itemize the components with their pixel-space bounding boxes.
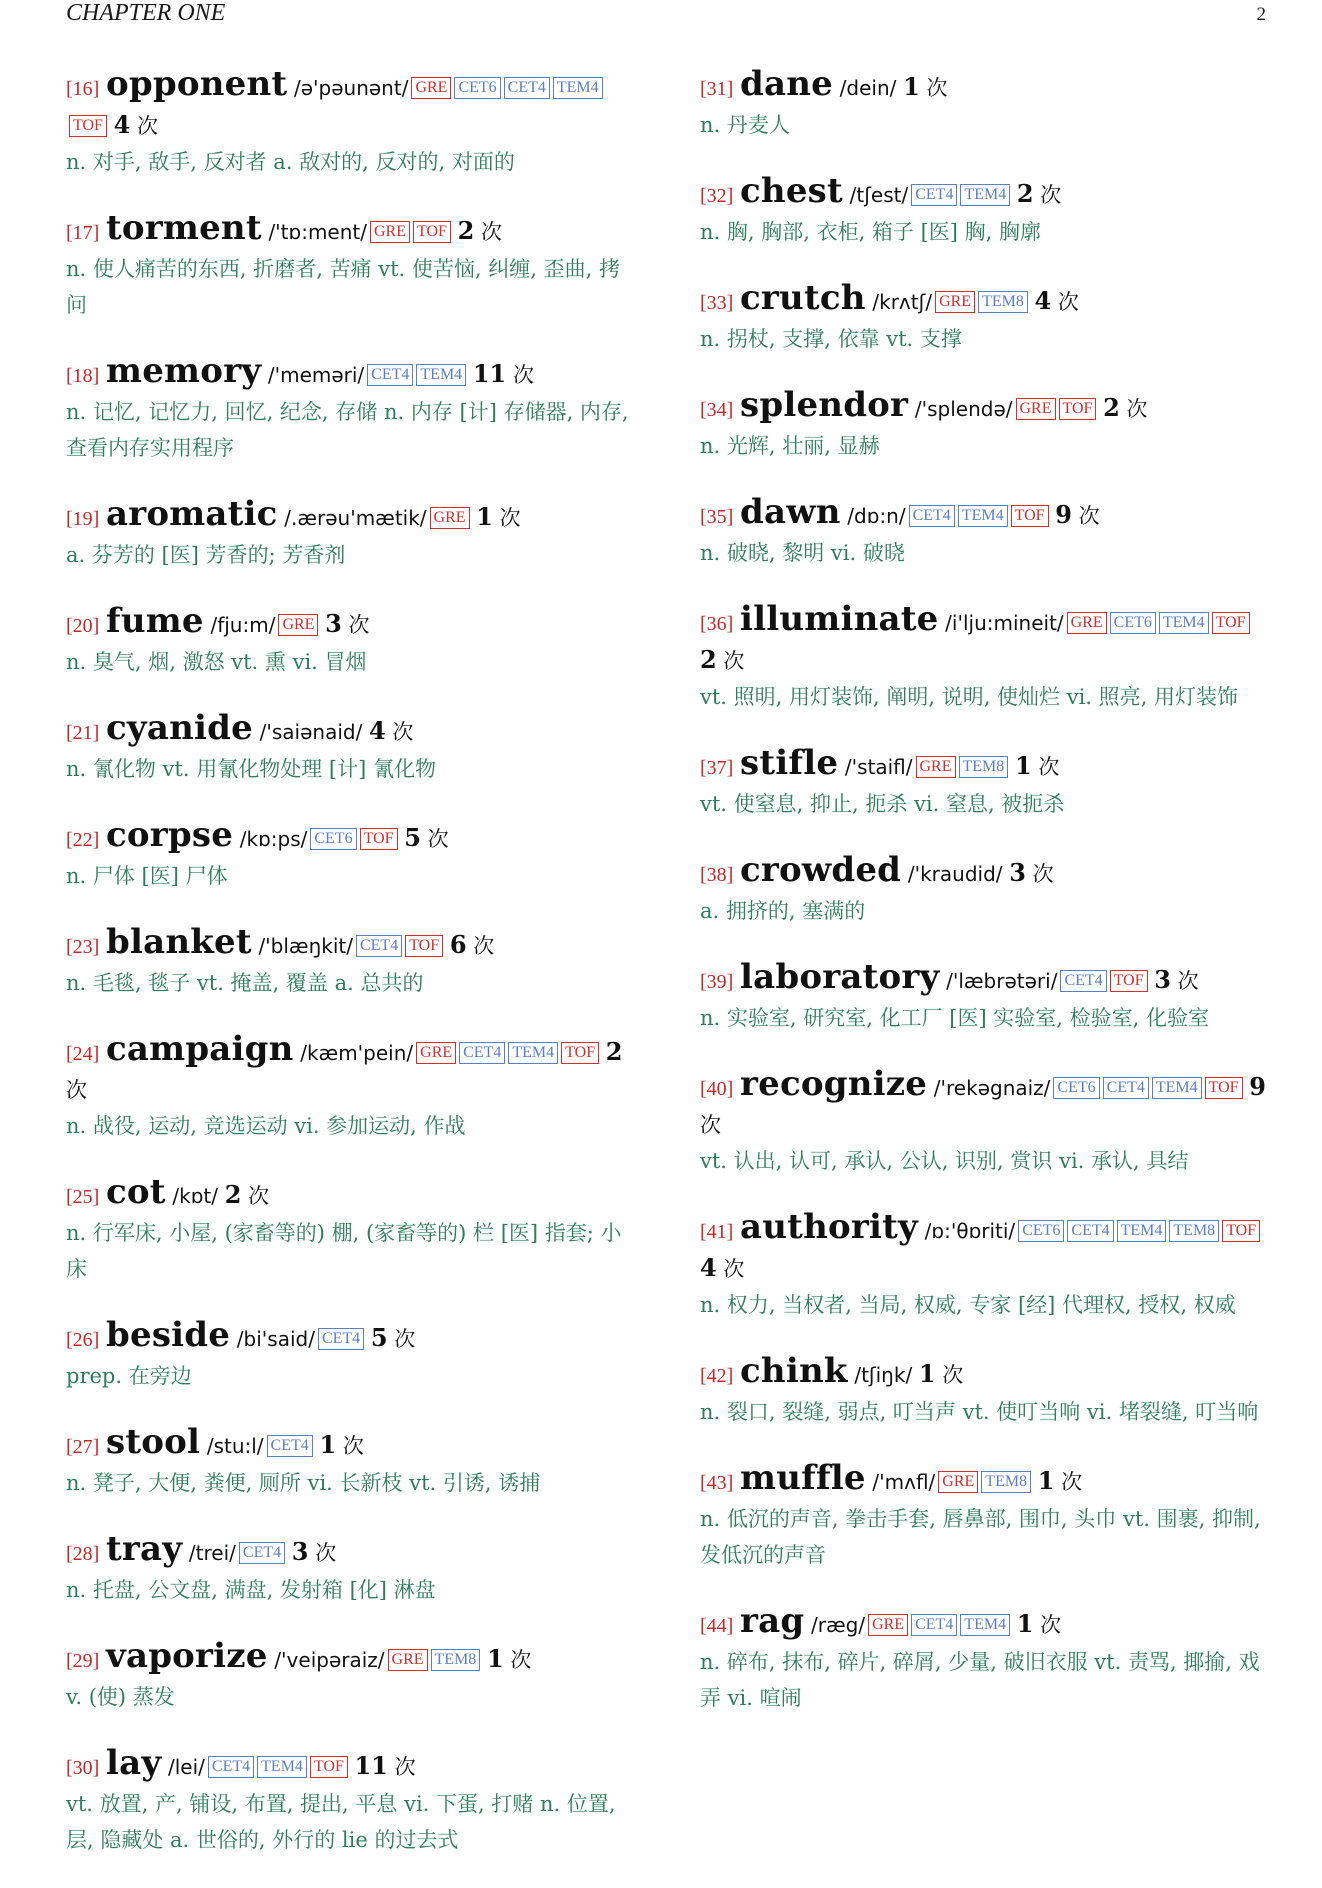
definition: n. 低沉的声音, 拳击手套, 唇鼻部, 围巾, 头巾 vt. 围裹, 抑制, 发低沉的声音 [700,1507,1261,1567]
entry-headline [66,1424,636,1465]
entry-headline [66,496,636,537]
frequency-count: 1 [918,1359,936,1388]
vocab-entry [700,959,1270,1036]
vocab-entry [66,66,636,180]
entry-number: [28] [66,1543,100,1565]
entry-number: [29] [66,1650,100,1672]
definition: v. (使) 蒸发 [66,1685,175,1709]
vocab-entry [66,924,636,1001]
entry-headline [700,1353,1270,1394]
exam-tag: TOF [1222,1220,1260,1242]
entry-headline [700,601,1270,679]
headword: campaign [106,1029,294,1069]
frequency-unit: 次 [723,649,745,673]
definition: prep. 在旁边 [66,1364,192,1388]
entry-number: [26] [66,1329,100,1351]
frequency-count: 2 [224,1180,242,1209]
phonetic: /stu:l/ [206,1434,264,1458]
headword: blanket [106,922,252,962]
entry-number: [42] [700,1365,734,1387]
vocab-entry [700,494,1270,571]
phonetic: /'kraudid/ [907,862,1003,886]
definition: n. 实验室, 研究室, 化工厂 [医] 实验室, 检验室, 化验室 [700,1006,1210,1030]
entry-headline [66,66,636,144]
exam-tag: CET4 [1067,1220,1113,1242]
frequency-count: 2 [457,216,475,245]
entry-number: [21] [66,722,100,744]
phonetic: /kɒt/ [172,1184,218,1208]
exam-tag: TEM4 [960,1614,1010,1636]
entry-headline [700,1209,1270,1287]
headword: dawn [740,492,841,532]
definition: vt. 照明, 用灯装饰, 阐明, 说明, 使灿烂 vi. 照亮, 用灯装饰 [700,685,1239,709]
exam-tag: GRE [388,1649,428,1671]
frequency-count: 9 [1249,1072,1266,1101]
definition: n. 氰化物 vt. 用氰化物处理 [计] 氰化物 [66,757,436,781]
frequency-count: 1 [903,72,920,101]
frequency-unit: 次 [1032,862,1054,886]
entry-headline [66,353,636,394]
definition: n. 胸, 胸部, 衣柜, 箱子 [医] 胸, 胸廓 [700,220,1042,244]
entry-number: [25] [66,1186,100,1208]
frequency-count: 2 [1016,179,1034,208]
frequency-count: 2 [1103,393,1120,422]
exam-tag: CET4 [504,77,550,99]
entry-number: [44] [700,1615,734,1637]
vocab-entry [700,745,1270,822]
exam-tag: TEM4 [1152,1077,1202,1099]
frequency-count: 3 [291,1537,309,1566]
vocab-entry [66,1317,636,1394]
exam-tag: TOF [310,1756,348,1778]
frequency-unit: 次 [1057,290,1079,314]
frequency-count: 2 [605,1037,623,1066]
exam-tag: CET4 [1103,1077,1149,1099]
headword: cyanide [106,708,253,748]
entry-number: [30] [66,1757,100,1779]
frequency-count: 4 [1034,286,1052,315]
entry-headline [66,817,636,858]
phonetic: /'saiənaid/ [259,720,363,744]
phonetic: /lei/ [168,1755,205,1779]
exam-tag: GRE [938,1471,978,1493]
phonetic: /kɒ:ps/ [239,827,308,851]
phonetic: /'læbrətəri/ [946,969,1058,993]
frequency-unit: 次 [481,220,503,244]
headword: beside [106,1315,231,1355]
entry-headline [66,924,636,965]
exam-tag: CET4 [267,1435,313,1457]
frequency-unit: 次 [342,1434,364,1458]
headword: torment [106,208,262,248]
vocab-entry [700,1209,1270,1323]
vocab-entry [700,601,1270,715]
definition: n. 记忆, 记忆力, 回忆, 纪念, 存储 n. 内存 [计] 存储器, 内存, 查看内存实用程序 [66,400,629,460]
headword: chink [740,1351,848,1391]
exam-tag: GRE [411,77,451,99]
phonetic: /tʃiŋk/ [854,1363,913,1387]
headword: crowded [740,850,902,890]
exam-tag: CET4 [911,184,957,206]
frequency-unit: 次 [1040,1613,1062,1637]
vocab-entry [66,1031,636,1144]
definition: n. 光辉, 壮丽, 显赫 [700,434,880,458]
exam-tag: TEM4 [508,1042,558,1064]
headword: crutch [740,278,866,318]
entry-headline [66,1031,636,1108]
exam-tag: TEM8 [978,291,1028,313]
frequency-count: 6 [449,930,467,959]
frequency-unit: 次 [1040,183,1062,207]
definition: n. 毛毯, 毯子 vt. 掩盖, 覆盖 a. 总共的 [66,971,424,995]
headword: corpse [106,815,234,855]
phonetic: /krʌtʃ/ [872,290,933,314]
vocab-entry [66,496,636,573]
entry-headline [700,1603,1270,1644]
frequency-unit: 次 [315,1541,337,1565]
exam-tag: TEM4 [1117,1220,1167,1242]
headword: lay [106,1743,162,1783]
exam-tag: TEM4 [257,1756,307,1778]
entry-headline [66,603,636,644]
definition: n. 裂口, 裂缝, 弱点, 叮当声 vt. 使叮当响 vi. 堵裂缝, 叮当响 [700,1400,1259,1424]
phonetic: /'staifl/ [844,755,913,779]
entry-number: [36] [700,613,734,635]
frequency-count: 1 [319,1430,337,1459]
phonetic: /'blæŋkit/ [258,934,353,958]
exam-tag: CET6 [1018,1220,1064,1242]
phonetic: /.ærəu'mætik/ [284,506,427,530]
exam-tag: TOF [1205,1077,1243,1099]
exam-tag: TOF [360,828,398,850]
definition: n. 丹麦人 [700,113,790,137]
frequency-count: 3 [1154,965,1171,994]
entry-headline [66,710,636,751]
exam-tag: TOF [1212,612,1250,634]
headword: laboratory [740,957,940,997]
right-column [700,66,1270,1888]
frequency-unit: 次 [942,1363,964,1387]
exam-tag: CET6 [454,77,500,99]
frequency-count: 1 [1037,1466,1055,1495]
page-header [66,0,1266,30]
exam-tag: TOF [413,221,451,243]
definition: n. 尸体 [医] 尸体 [66,864,228,888]
frequency-unit: 次 [348,613,370,637]
headword: chest [740,171,843,211]
exam-tag: GRE [370,221,410,243]
entry-headline [66,210,636,251]
definition: vt. 使窒息, 抑止, 扼杀 vi. 窒息, 被扼杀 [700,792,1065,816]
vocab-entry [700,1603,1270,1716]
vocab-entry [700,1353,1270,1430]
frequency-unit: 次 [473,934,495,958]
headword: memory [106,351,262,391]
headword: muffle [740,1458,866,1498]
exam-tag: TEM4 [553,77,603,99]
vocab-entry [700,173,1270,250]
headword: recognize [740,1064,928,1104]
frequency-unit: 次 [499,506,521,530]
phonetic: /dɒ:n/ [847,504,906,528]
exam-tag: TEM8 [1169,1220,1219,1242]
definition: n. 使人痛苦的东西, 折磨者, 苦痛 vt. 使苦恼, 纠缠, 歪曲, 拷问 [66,257,620,317]
entry-number: [40] [700,1078,734,1100]
exam-tag: TEM4 [958,505,1008,527]
headword: aromatic [106,494,278,534]
definition: a. 芬芳的 [医] 芳香的; 芳香剂 [66,543,346,567]
exam-tag: TEM4 [1159,612,1209,634]
phonetic: /'splendə/ [914,397,1013,421]
phonetic: /ræg/ [811,1613,866,1637]
exam-tag: CET6 [310,828,356,850]
exam-tag: CET4 [459,1042,505,1064]
entry-headline [700,173,1270,214]
entry-number: [43] [700,1472,734,1494]
vocab-entry [700,66,1270,143]
entry-number: [38] [700,864,734,886]
phonetic: /'veipəraiz/ [274,1648,385,1672]
vocab-entry [66,710,636,787]
frequency-count: 11 [354,1751,388,1780]
vocab-entry [66,817,636,894]
vocab-entry [66,1424,636,1501]
phonetic: /'mʌfl/ [872,1470,936,1494]
exam-tag: CET6 [1110,612,1156,634]
headword: vaporize [106,1636,268,1676]
phonetic: /kæm'pein/ [300,1041,414,1065]
frequency-count: 3 [325,609,342,638]
exam-tag: CET4 [909,505,955,527]
definition: n. 碎布, 抹布, 碎片, 碎屑, 少量, 破旧衣服 vt. 责骂, 揶揄, 戏弄 vi. 喧闹 [700,1650,1260,1710]
entry-headline [700,852,1270,893]
entry-number: [20] [66,615,100,637]
entry-number: [35] [700,506,734,528]
frequency-count: 1 [1014,751,1032,780]
headword: illuminate [740,599,939,639]
definition: vt. 认出, 认可, 承认, 公认, 识别, 赏识 vi. 承认, 具结 [700,1149,1189,1173]
entry-number: [19] [66,508,100,530]
vocab-entry [66,353,636,466]
entry-number: [18] [66,365,100,387]
phonetic: /fju:m/ [210,613,276,637]
phonetic: /dein/ [839,76,897,100]
definition: n. 托盘, 公文盘, 满盘, 发射箱 [化] 淋盘 [66,1578,436,1602]
entry-headline [700,66,1270,107]
vocab-entry [66,603,636,680]
definition: n. 臭气, 烟, 激怒 vt. 熏 vi. 冒烟 [66,650,367,674]
entry-number: [16] [66,78,100,100]
entry-number: [32] [700,185,734,207]
frequency-unit: 次 [1126,397,1148,421]
vocab-entry [700,280,1270,357]
entry-headline [66,1174,636,1215]
phonetic: /tʃest/ [849,183,909,207]
entry-headline [66,1745,636,1786]
frequency-unit: 次 [1078,504,1100,528]
frequency-count: 1 [1016,1609,1034,1638]
headword: rag [740,1601,805,1641]
frequency-count: 11 [472,359,507,388]
entry-number: [31] [700,78,734,100]
exam-tag: TEM8 [431,1649,481,1671]
phonetic: /'rekəgnaiz/ [933,1076,1051,1100]
phonetic: /bi'said/ [236,1327,315,1351]
frequency-unit: 次 [66,1078,87,1102]
frequency-unit: 次 [394,1327,416,1351]
definition: a. 拥挤的, 塞满的 [700,899,866,923]
exam-tag: GRE [868,1614,908,1636]
definition: n. 对手, 敌手, 反对者 a. 敌对的, 反对的, 对面的 [66,150,515,174]
exam-tag: TOF [1011,505,1049,527]
exam-tag: CET4 [911,1614,957,1636]
exam-tag: CET4 [356,935,402,957]
entry-columns [66,66,1270,1888]
phonetic: /'tɒ:ment/ [268,220,367,244]
vocab-entry [66,1638,636,1715]
vocab-entry [700,852,1270,929]
exam-tag: TEM8 [959,756,1009,778]
frequency-count: 5 [404,823,421,852]
entry-headline [700,387,1270,428]
frequency-count: 3 [1009,858,1026,887]
exam-tag: TEM4 [416,364,466,386]
frequency-count: 4 [369,716,386,745]
frequency-unit: 次 [137,114,159,138]
frequency-unit: 次 [394,1755,416,1779]
vocab-entry [700,1460,1270,1573]
entry-number: [33] [700,292,734,314]
vocab-entry [700,387,1270,464]
exam-tag: TEM8 [981,1471,1031,1493]
frequency-count: 4 [700,1253,717,1282]
frequency-unit: 次 [1177,969,1199,993]
entry-number: [39] [700,971,734,993]
vocab-entry [66,1531,636,1608]
entry-number: [17] [66,222,100,244]
entry-headline [700,1460,1270,1501]
entry-headline [700,494,1270,535]
exam-tag: GRE [1067,612,1107,634]
frequency-unit: 次 [1061,1470,1083,1494]
headword: tray [106,1529,183,1569]
exam-tag: GRE [916,756,956,778]
entry-number: [34] [700,399,734,421]
frequency-count: 1 [487,1644,504,1673]
exam-tag: TOF [1059,398,1097,420]
phonetic: /ɒ:'θɒriti/ [924,1219,1016,1243]
exam-tag: CET4 [208,1756,254,1778]
frequency-count: 5 [370,1323,388,1352]
vocab-entry [66,1174,636,1287]
vocab-entry [66,1745,636,1858]
frequency-unit: 次 [926,76,948,100]
phonetic: /ə'pəunənt/ [293,76,409,100]
headword: stool [106,1422,201,1462]
left-column [66,66,636,1888]
definition: n. 凳子, 大便, 粪便, 厕所 vi. 长新枝 vt. 引诱, 诱捕 [66,1471,541,1495]
entry-headline [66,1638,636,1679]
exam-tag: CET4 [367,364,413,386]
exam-tag: GRE [935,291,975,313]
exam-tag: TEM4 [960,184,1010,206]
exam-tag: GRE [430,507,470,529]
exam-tag: CET4 [1060,970,1106,992]
exam-tag: GRE [416,1042,456,1064]
definition: n. 行军床, 小屋, (家畜等的) 棚, (家畜等的) 栏 [医] 指套; 小床 [66,1221,622,1281]
page-number: 2 [1256,4,1266,25]
frequency-count: 1 [476,502,493,531]
entry-headline [700,1066,1270,1143]
exam-tag: GRE [278,614,318,636]
entry-headline [66,1531,636,1572]
exam-tag: GRE [1016,398,1056,420]
frequency-unit: 次 [510,1648,532,1672]
frequency-unit: 次 [392,720,414,744]
exam-tag: TOF [405,935,443,957]
entry-number: [22] [66,829,100,851]
exam-tag: CET4 [318,1328,364,1350]
chapter-title: CHAPTER ONE [66,0,226,26]
exam-tag: TOF [69,115,107,137]
phonetic: /'meməri/ [267,363,365,387]
entry-number: [27] [66,1436,100,1458]
headword: fume [106,601,204,641]
frequency-unit: 次 [700,1113,721,1137]
frequency-unit: 次 [512,363,534,387]
definition: n. 权力, 当权者, 当局, 权威, 专家 [经] 代理权, 授权, 权威 [700,1293,1236,1317]
definition: n. 战役, 运动, 竞选运动 vi. 参加运动, 作战 [66,1114,466,1138]
phonetic: /trei/ [188,1541,236,1565]
phonetic: /i'lju:mineit/ [945,611,1064,635]
entry-number: [41] [700,1221,734,1243]
exam-tag: CET4 [239,1542,285,1564]
definition: vt. 放置, 产, 铺设, 布置, 提出, 平息 vi. 下蛋, 打赌 n. 位置, 层, 隐藏处 a. 世俗的, 外行的 lie 的过去式 [66,1792,616,1852]
exam-tag: CET6 [1053,1077,1099,1099]
headword: stifle [740,743,839,783]
headword: authority [740,1207,918,1247]
headword: opponent [106,64,288,104]
frequency-unit: 次 [723,1257,745,1281]
headword: dane [740,64,833,104]
frequency-unit: 次 [427,827,449,851]
exam-tag: TOF [1110,970,1148,992]
frequency-unit: 次 [248,1184,270,1208]
frequency-count: 2 [700,645,717,674]
headword: cot [106,1172,166,1212]
frequency-unit: 次 [1038,755,1060,779]
definition: n. 破晓, 黎明 vi. 破晓 [700,541,905,565]
exam-tag: TOF [561,1042,599,1064]
vocab-entry [700,1066,1270,1179]
frequency-count: 9 [1055,500,1072,529]
vocab-entry [66,210,636,323]
entry-headline [700,745,1270,786]
entry-number: [23] [66,936,100,958]
entry-headline [700,959,1270,1000]
entry-headline [66,1317,636,1358]
frequency-count: 4 [113,110,131,139]
entry-headline [700,280,1270,321]
definition: n. 拐杖, 支撑, 依靠 vt. 支撑 [700,327,962,351]
headword: splendor [740,385,909,425]
entry-number: [37] [700,757,734,779]
entry-number: [24] [66,1043,100,1065]
